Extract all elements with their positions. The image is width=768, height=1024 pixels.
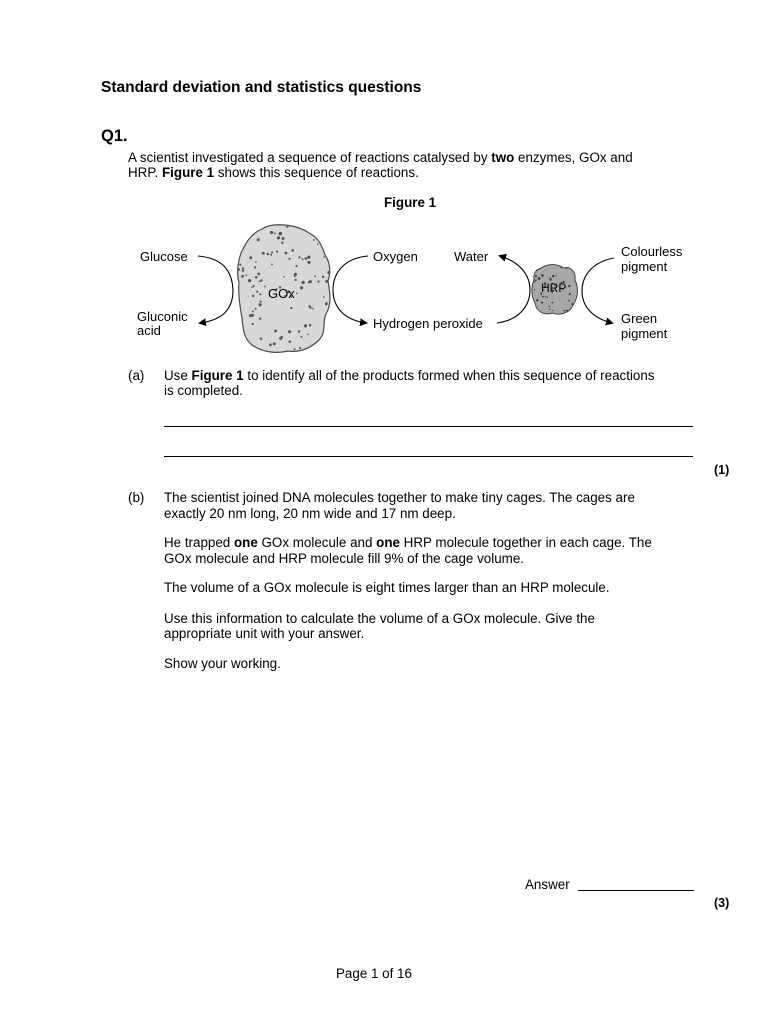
speckle-dot [312, 308, 314, 310]
label-colourless-pigment: pigment [621, 259, 668, 274]
part-a-line-1 [164, 368, 655, 384]
speckle-dot [259, 281, 261, 283]
part-b-p3: The volume of a GOx molecule is eight times larger than an HRP molecule. [164, 580, 610, 595]
part-b-p5: Show your working. [164, 656, 281, 671]
speckle-dot [568, 285, 570, 287]
intro-bold-two: two [491, 150, 515, 165]
speckle-dot [298, 330, 300, 332]
speckle-dot [245, 274, 247, 276]
speckle-dot [289, 340, 292, 343]
speckle-dot [271, 251, 273, 253]
speckle-dot [317, 243, 319, 245]
speckle-dot [242, 267, 244, 269]
page-footer: Page 1 of 16 [336, 966, 412, 981]
speckle-dot [266, 253, 269, 256]
speckle-dot [304, 324, 307, 327]
part-b-p4-line-1: Use this information to calculate the volume of a GOx molecule. Give the [164, 611, 595, 626]
speckle-dot [547, 297, 548, 298]
speckle-dot [536, 299, 538, 301]
label-glucose: Glucose [140, 249, 188, 264]
intro-bold-figure: Figure 1 [162, 165, 215, 180]
speckle-dot [325, 302, 328, 305]
speckle-dot [242, 270, 244, 272]
label-green: Green [621, 311, 658, 326]
part-a-marks: (1) [714, 463, 730, 477]
speckle-dot [281, 241, 283, 243]
part-b-text: He trapped [164, 535, 234, 550]
label-water: Water [454, 249, 489, 264]
speckle-dot [249, 256, 252, 259]
intro-text: shows this sequence of reactions. [214, 165, 419, 180]
speckle-dot [325, 280, 328, 283]
speckle-dot [277, 236, 280, 239]
speckle-dot [560, 267, 561, 268]
speckle-dot [309, 324, 311, 326]
speckle-dot [255, 276, 258, 279]
speckle-dot [259, 317, 261, 319]
speckle-dot [255, 261, 257, 263]
part-a-text: Use [164, 368, 192, 383]
speckle-dot [295, 265, 297, 267]
part-a-line-2: is completed. [164, 383, 243, 398]
speckle-dot [252, 295, 254, 297]
speckle-dot [254, 266, 256, 268]
speckle-dot [302, 258, 304, 260]
figure-caption: Figure 1 [384, 195, 437, 210]
speckle-dot [549, 277, 550, 278]
speckle-dot [237, 268, 240, 271]
page-title: Standard deviation and statistics questions [101, 79, 422, 96]
speckle-dot [252, 310, 254, 312]
speckle-dot [300, 336, 302, 338]
label-gox: GOx [268, 286, 295, 301]
speckle-dot [549, 308, 550, 309]
part-b-bold-one: one [376, 535, 400, 550]
speckle-dot [301, 281, 304, 284]
speckle-dot [253, 285, 255, 287]
speckle-dot [534, 289, 535, 290]
speckle-dot [555, 275, 556, 276]
speckle-dot [307, 261, 310, 264]
arrow-colourless-to-green [582, 258, 614, 323]
speckle-dot [262, 252, 265, 255]
speckle-dot [313, 239, 315, 241]
speckle-dot [568, 300, 569, 301]
speckle-dot [255, 308, 257, 310]
intro-text: HRP. [128, 165, 162, 180]
label-colourless: Colourless [621, 244, 683, 259]
speckle-dot [564, 310, 566, 312]
speckle-dot [552, 310, 553, 311]
speckle-dot [545, 296, 546, 297]
speckle-dot [542, 296, 544, 298]
speckle-dot [535, 275, 537, 277]
part-b-label: (b) [128, 490, 145, 505]
speckle-dot [552, 302, 554, 304]
speckle-dot [291, 249, 294, 252]
speckle-dot [541, 274, 544, 277]
answer-label: Answer [525, 877, 570, 892]
speckle-dot [279, 232, 282, 235]
speckle-dot [288, 330, 291, 333]
speckle-dot [308, 305, 311, 308]
part-a-bold-figure: Figure 1 [191, 368, 244, 383]
speckle-dot [269, 343, 272, 346]
part-b-p2-line-2: GOx molecule and HRP molecule fill 9% of the cage volume. [164, 551, 524, 566]
speckle-dot [270, 231, 273, 234]
speckle-dot [251, 286, 253, 288]
speckle-dot [274, 233, 276, 235]
speckle-dot [276, 250, 278, 252]
speckle-dot [283, 276, 285, 278]
part-b-p2-line-1 [164, 535, 652, 551]
speckle-dot [298, 256, 300, 258]
speckle-dot [308, 281, 311, 284]
part-b-p4-line-2: appropriate unit with your answer. [164, 626, 365, 641]
arrow-peroxide-to-water [497, 256, 530, 323]
speckle-dot [307, 256, 310, 259]
speckle-dot [541, 301, 543, 303]
speckle-dot [279, 337, 282, 340]
answer-line-b[interactable] [578, 890, 694, 891]
speckle-dot [290, 307, 292, 309]
part-b-p1-line-1: The scientist joined DNA molecules together to make tiny cages. The cages are [164, 490, 635, 505]
speckle-dot [271, 263, 273, 265]
speckle-dot [286, 225, 288, 227]
speckle-dot [535, 280, 536, 281]
speckle-dot [322, 276, 324, 278]
part-b-p1-line-2: exactly 20 nm long, 20 nm wide and 17 nm deep. [164, 506, 456, 521]
label-hydrogen-peroxide: Hydrogen peroxide [373, 316, 483, 331]
speckle-dot [566, 310, 568, 312]
speckle-dot [536, 269, 538, 271]
speckle-dot [293, 348, 295, 350]
intro-text: A scientist investigated a sequence of reactions catalysed by [128, 150, 492, 165]
speckle-dot [538, 277, 541, 280]
speckle-dot [317, 280, 319, 282]
speckle-dot [285, 252, 288, 255]
answer-line-a-2[interactable] [164, 456, 693, 457]
speckle-dot [314, 276, 316, 278]
speckle-dot [294, 279, 296, 281]
speckle-dot [288, 258, 290, 260]
speckle-dot [257, 273, 260, 276]
question-heading: Q1. [101, 127, 128, 145]
speckle-dot [264, 286, 266, 288]
arrow-oxygen-to-peroxide [333, 256, 368, 323]
label-oxygen: Oxygen [373, 249, 418, 264]
speckle-dot [259, 303, 262, 306]
speckle-dot [241, 275, 244, 278]
part-b-text: GOx molecule and [257, 535, 377, 550]
intro-text: enzymes, GOx and [514, 150, 633, 165]
speckle-dot [296, 292, 298, 294]
speckle-dot [260, 337, 262, 339]
part-a-label: (a) [128, 368, 145, 383]
speckle-dot [257, 238, 260, 241]
speckle-dot [249, 314, 252, 317]
speckle-dot [307, 333, 309, 335]
speckle-dot [327, 271, 330, 274]
speckle-dot [534, 281, 535, 282]
label-green-pigment: pigment [621, 326, 668, 341]
speckle-dot [305, 257, 308, 260]
speckle-dot [239, 264, 241, 266]
part-a-text: to identify all of the products formed when this sequence of reactions [243, 368, 655, 383]
speckle-dot [273, 342, 276, 345]
part-b-bold-one: one [233, 535, 258, 550]
arrow-glucose-to-gluconic [198, 256, 233, 323]
speckle-dot [260, 300, 262, 302]
speckle-dot [552, 275, 554, 277]
label-gluconic: Gluconic [137, 309, 188, 324]
speckle-dot [259, 293, 261, 295]
speckle-dot [294, 273, 297, 276]
speckle-dot [260, 279, 262, 281]
speckle-dot [323, 296, 325, 298]
speckle-dot [323, 256, 325, 258]
label-acid: acid [137, 323, 161, 338]
part-b-marks: (3) [714, 896, 730, 910]
speckle-dot [299, 347, 301, 349]
speckle-dot [300, 286, 303, 289]
speckle-dot [256, 291, 258, 293]
speckle-dot [548, 306, 549, 307]
speckle-dot [270, 254, 272, 256]
part-b-text: HRP molecule together in each cage. The [399, 535, 652, 550]
speckle-dot [569, 293, 571, 295]
label-hrp: HRP [541, 281, 567, 295]
speckle-dot [571, 303, 573, 305]
speckle-dot [248, 279, 251, 282]
speckle-dot [252, 323, 254, 325]
speckle-dot [282, 237, 285, 240]
speckle-dot [565, 267, 567, 269]
answer-line-a-1[interactable] [164, 426, 693, 427]
speckle-dot [274, 330, 277, 333]
